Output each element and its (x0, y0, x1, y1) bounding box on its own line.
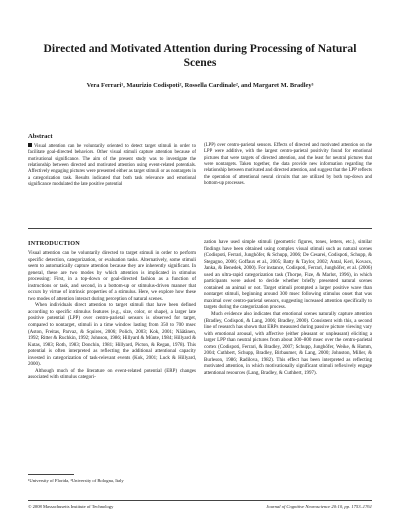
abstract-text-right: (LPP) over centro-parietal sensors. Effects of directed and motivated attention on the LPP were additive, with the largest centro-parietal positivity found for emotional pictures that were targets of directed attention, and the least for neutral pictures that were nontargets. Taken together, the data provide new information regarding the relationship between motivated and directed attention, and suggest that the LPP reflects the operation of attentional neural circuits that are utilized by both top-down and bottom-up processes. (204, 143, 372, 187)
abstract-bullet-icon (28, 143, 32, 147)
introduction-heading: INTRODUCTION (28, 240, 80, 247)
abstract-heading: Abstract (28, 133, 53, 140)
intro-paragraph: Although much of the literature on event-related potential (ERP) changes associated with stimulus categori- (28, 368, 196, 381)
author-list: Vera Ferrari¹, Maurizio Codispoti², Rossella Cardinale², and Margaret M. Bradley³ (86, 82, 314, 89)
intro-left-column (28, 251, 196, 382)
footer-divider (28, 500, 372, 501)
intro-paragraph: Much evidence also indicates that emotional scenes naturally capture attention (Bradley, Codispoti, & Lang, 2006; Bradley, 2000). Consistent with this, a second line of research has shown that ERPs measured during passive picture viewing vary with emotional arousal, with affective (either pleasant or unpleasant) eliciting a larger LPP than neutral pictures from about 300–800 msec over the centro-parietal cortex (Codispoti, Ferrari, & Bradley, 2007; Schupp, Junghöfer, Weike, & Hamm, 2004; Cuthbert, Schupp, Bradley, Birbaumer, & Lang, 2000; Johnston, Miller, & Burleson, 1986; Radilova, 1982). This effect has been interpreted as reflecting motivated attention, in which motivationally significant stimuli reflexively engage attentional resources (Lang, Bradley, & Cuthbert, 1997). (204, 312, 372, 376)
intro-paragraph: When individuals direct attention to target stimuli that have been defined according to specific stimulus features (e.g., size, color, or shape), a larger late positive potential (LPP) over centro-parietal sensors is observed for target, compared to nontarget, stimuli in a time window lasting from 350 to 700 msec (Aston, Freitas, Parvaz, & Squires, 2006; Polich, 2003; Kok, 2001; Näätänen, 1992; Ritter & Ruchkin, 1992; Johnson, 1986; Hillyard & Münte, 1984; Hillyard & Kutas, 1983; Roth, 1983; Donchin, 1981; Hillyard, Picton, & Regan, 1978). This potential is often interpreted as reflecting the additional attentional capacity invested in categorization of task-relevant events (Kok, 2001; Luck & Hillyard, 2000). (28, 303, 196, 368)
footnote-divider (28, 474, 74, 475)
journal-citation: Journal of Cognitive Neuroscience 20:10, pp. 1753–1761 (266, 504, 372, 509)
affiliation-footnote: ¹University of Florida, ²University of Bologna, Italy (28, 478, 124, 483)
paper-title: Directed and Motivated Attention during Processing of Natural Scenes (43, 42, 357, 69)
intro-paragraph: Visual attention can be voluntarily directed to target stimuli in order to perform specific detection, categorization, or evaluation tasks. Alternatively, some stimuli seem to automatically capture attention because they are inherently significant. In general, these are two modes by which attention is implicated in stimulus processing: First, in a top-down or goal-directed fashion as a function of instructions or task, and second, in a bottom-up or stimulus-driven manner that occurs by virtue of intrinsic properties of a stimulus. Here, we explore how these two modes of attention interact during perception of natural scenes. (28, 251, 196, 302)
abstract-left-body: Visual attention can be voluntarily oriented to detect target stimuli in order to facilitate goal-directed behaviors. Other visual stimuli capture attention because of motivational significance. The aim of the present study was to investigate the relationship between directed and motivated attention using event-related potentials. Affectively engaging pictures were presented either as target stimuli or as nontargets in a categorization task. Results indicated that both task relevance and emotional significance modulated the late positive potential (28, 144, 196, 188)
intro-paragraph: zation have used simple stimuli (geometric figures, tones, letters, etc.), similar findings have been obtained using complex visual stimuli such as natural scenes (Codispoti, Ferrari, Junghöfer, & Schupp, 2006; De Cesarei, Codispoti, Schupp, & Stegagno, 2006; Goffaux et al., 2005; Batty & Taylor, 2002; Antal, Keri, Kovacs, Janka, & Benedek, 2000). For instance, Codispoti, Ferrari, Junghöfer, et al. (2006) used an ultra-rapid categorization task (Thorpe, Fize, & Marlot, 1996), in which participants were asked to decide whether briefly presented natural scenes contained an animal or not. Target stimuli prompted a larger positive wave than nontarget stimuli, beginning around 300 msec following stimulus onset that was maximal over centro-parietal sensors, suggesting increased attention specifically to targets during the categorization process. (204, 240, 372, 311)
intro-right-column (204, 240, 372, 377)
section-divider (28, 228, 372, 229)
abstract-text-left (28, 143, 196, 188)
copyright-notice: © 2008 Massachusetts Institute of Technology (28, 504, 114, 509)
